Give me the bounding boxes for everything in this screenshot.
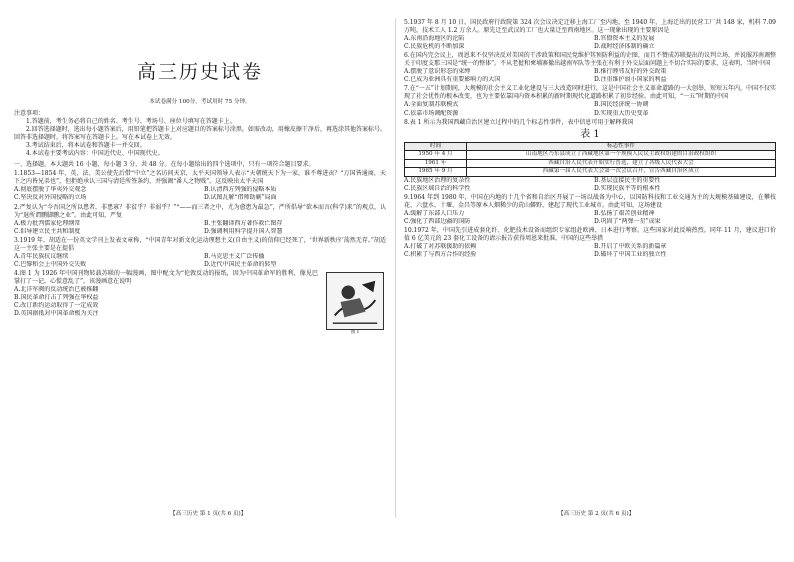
option-d: D.实现重大历史变革 xyxy=(594,109,649,117)
notice-block xyxy=(14,110,386,158)
question-9 xyxy=(404,194,776,226)
option-d: D.试图瓦解“借师助剿”局面 xyxy=(204,194,277,202)
option-d: D.实现民族平等的根本性 xyxy=(594,185,661,193)
question-stem: 4.图 1 为 1926 年中国刊物转载苏联的一幅漫画，图中配文为“伦敦反动的报纸，因为中国革命军的胜利，像见巴掌打了一记，心慌意乱了”。该漫画意在说明 xyxy=(14,269,318,285)
option-a: A.极力批判儒家伦理纲常 xyxy=(14,219,81,227)
option-d: D.破坏了中国工业的独立性 xyxy=(594,251,667,259)
question-stem: 5.1937 年 8 月 10 日，国民政府行政院第 324 次会议决定迁移上海工厂至内地。至 1940 年，上海迁出的民营工厂共 148 家，机料 7.09 万吨，技术工人 1.2 万余人。原先迁至武汉的工厂也大量迁至西南地区。这一现象出现的主要原因是 xyxy=(404,19,776,35)
question-stem: 3.1919 年，胡适在一份英文学刊上发表文章称，“中国青年对新文化运动理想主义(自由主义)的信仰已经死了，‘世界新秩序’荡然无存。”胡适这一主张主要是在提倡 xyxy=(14,236,386,252)
option-d: D.近代中国民主革命的转型 xyxy=(204,260,277,268)
option-b: B.主张翻译西方著作救亡图存 xyxy=(204,219,283,227)
option-c: C.已成为亚洲具有重要影响力的大国 xyxy=(404,76,501,84)
option-b: B.开启了中欧关系的新篇章 xyxy=(594,243,667,251)
option-b: B.推行睦邻友好的外交政策 xyxy=(594,68,667,76)
table-cell: 1961 年 xyxy=(405,159,467,168)
question-2 xyxy=(14,204,386,236)
question-stem: 6.在国内完会议上，周恩来不仅坚决反对美国的干涉政策和国民党维护其预防利益的企图，而且不赞成苏联提出的议判立场，并说服苏南调整关于印度支那三国是“统一的整体”。不从老挝和柬埔寨撤出越南军队等主张在有利于外交层面问题上不切合实际的要求，这表明，当时中国 xyxy=(404,52,776,68)
notice-heading: 注意事项： xyxy=(14,110,45,117)
table-row xyxy=(405,151,776,160)
right-column xyxy=(404,18,776,259)
option-b: B.国民经济统一协调 xyxy=(594,101,649,109)
option-a: A.缓解了东部人口压力 xyxy=(404,210,465,218)
figure-caption: 图 1 xyxy=(350,329,360,335)
option-d: D.英国据抵对中国革命极为关注 xyxy=(14,310,99,318)
notice-item: 4.本试卷主要考试内容：中国近代史、中国现代史。 xyxy=(26,150,164,158)
option-b: B.国民革命打击了列强在华权益 xyxy=(14,294,99,302)
question-stem: 10.1972 年，中国先引进成套化纤、化肥技术设备而组织专家组赴欧洲、日本进行考察。这些国家对此反响热烈。同年 11 月，建议进口价值 6 亿美元的 23 套化工设备的请示报告获得周恩来批准。中国的这些举措 xyxy=(404,227,776,243)
option-c: C.改订新约运动取得了一定成效 xyxy=(14,302,99,310)
option-d: D.强调利用科学提升国人智慧 xyxy=(204,227,283,235)
section-heading: 一、选择题，本大题共 16 小题，每小题 3 分，共 48 分。在每小题给出的四个选项中，只有一项符合题目要求。 xyxy=(14,161,315,169)
table-header-cell: 时间 xyxy=(405,142,467,151)
question-stem: 7.在“一五”计划期间，大规模的社会主义工业化建设与三大改造同时进行，这是中国社会主义革命道路的一大创举，短短五年内，中国不仅实现了社会优性的根本改变，也为主要依靠国内资本积累的新时期现代化道路积累了初步经验。由此可知，“一五”时期的中国 xyxy=(404,85,776,101)
table-row xyxy=(405,159,776,168)
column-divider xyxy=(395,18,396,518)
question-6 xyxy=(404,52,776,84)
option-c: C.依靠市场调配资源 xyxy=(404,109,459,117)
table-cell: 西藏自治人民代表开始实行普选，建立了各级人民代表大会 xyxy=(467,159,776,168)
option-c: C.积累了与西方合作的经验 xyxy=(404,251,477,259)
option-b: B.基层直接民主的重要性 xyxy=(594,176,661,184)
figure-1 xyxy=(324,272,386,340)
option-b: B.认清西方列强的侵略本质 xyxy=(204,186,277,194)
notice-item: 1.答题前，考生务必将自己的姓名、考生号、考场号、座位号填写在答题卡上。 xyxy=(26,118,236,126)
exam-subline: 本试卷满分 100分，考试用时 75 分钟。 xyxy=(149,99,251,105)
option-a: A.东南沿海地区的沦陷 xyxy=(404,35,465,43)
question-7 xyxy=(404,85,776,117)
option-c: C.强化了西部边疆的国防 xyxy=(404,218,471,226)
table-title: 表 1 xyxy=(580,128,600,140)
notice-item: 2.回答选择题时，选出每小题答案后，用铅笔把答题卡上对应题目的答案标号涂黑。如需改动，用橡皮擦干净后，再选涂其他答案标号。回答非选择题时，将答案写在答题卡上。写在本试卷上无效。 xyxy=(14,126,386,142)
table-header-cell: 标志性事件 xyxy=(467,142,776,151)
option-a: A.摆脱了意识形态的束缚 xyxy=(404,68,471,76)
option-d: D.战时经济体制的确立 xyxy=(594,43,655,51)
question-stem: 2.严复认为“今吾国之所以患者，非患寡？非贫乎？非弱乎？”“——而三者之中，尤为愈患为最急”，严所倡导“欲本而言(科学)来”的观点，认为“退所谓鹏脚鹏之业”。由此可知，严复 xyxy=(14,203,386,219)
option-a: A.全面复制苏联模式 xyxy=(404,101,459,109)
question-8 xyxy=(404,119,776,194)
option-a: A.青年民族抗议继续 xyxy=(14,252,69,260)
option-a: A.打破了对苏联援助的依赖 xyxy=(404,243,477,251)
table-cell: 1950 年 4 月 xyxy=(405,151,467,160)
option-b: B.官僚资本主义的发展 xyxy=(594,35,655,43)
cartoon-image xyxy=(326,272,384,330)
page-footer-left: 【高三历史 第 1 页(共 6 页)】 xyxy=(170,511,247,517)
event-table xyxy=(404,142,776,177)
question-5 xyxy=(404,19,776,51)
left-column xyxy=(14,18,386,340)
option-d: D.巩固了“两弹一星”成果 xyxy=(594,218,661,226)
question-stem: 9.1964 年到 1980 年，中国在内地的十几个省和自治区开展了一场以战备为中心，以国防科技和工业交通为主的大规模基础建设，在攀枝花、六盘水、十堰、金昌等原本人烟稀少的荒山僻野，建起了现代工业城市。由此可知，这场建设 xyxy=(404,194,776,210)
table-cell: 1965 年 9 月 xyxy=(405,168,467,177)
question-1 xyxy=(14,170,386,202)
table-cell: 山南地区乃东县成立了西藏地区第一个规模人民民主政权组建的目治政权组织 xyxy=(467,151,776,160)
table-row xyxy=(405,168,776,177)
option-c: C.民族区域自治的科学性 xyxy=(404,185,471,193)
option-b: B.弘扬了艰苦创业精神 xyxy=(594,210,655,218)
option-b: B.马克思主义广泛传播 xyxy=(204,252,265,260)
table-header-row xyxy=(405,142,776,151)
option-a: A.民族地区治理的复杂性 xyxy=(404,176,471,184)
question-4 xyxy=(14,270,386,340)
option-c: C.倡导建立民主共和制度 xyxy=(14,227,81,235)
question-stem: 1.1853—1854 年，英、法、美公使先后借“中立”之名访问天京，太平天国领导人表示“天朝统天下为一家，谁不尊进贡？“万国皆通商，天下之内皆兄弟也”，但拒绝承认三国与清廷所签条约，并强调“番人之物贱”。这反映出太平天国 xyxy=(14,170,386,186)
option-a: A.北洋军阀的反动统治已被推翻 xyxy=(14,285,99,293)
option-d: D.注重维护弱小国家的利益 xyxy=(594,76,667,84)
option-c: C.民族危机的不断加深 xyxy=(404,43,465,51)
question-stem: 8.表 1 所示为我国西藏自治区建立过程中的几个标志性事件，表中信息可用于解释我国 xyxy=(404,118,634,126)
option-c: C.巴黎和会上中国外交失败 xyxy=(14,260,87,268)
question-3 xyxy=(14,237,386,269)
table-cell: 西藏第一届人民代表大会第一次会议召开，宣告西藏自治区成立 xyxy=(467,168,776,177)
question-10 xyxy=(404,227,776,259)
option-c: C.坚决反对外国侵略的立场 xyxy=(14,194,87,202)
page-footer-right: 【高三历史 第 2 页(共 6 页)】 xyxy=(558,511,635,517)
exam-title: 高三历史试卷 xyxy=(136,61,263,83)
notice-item: 3.考试结束后，将本试卷和答题卡一并交回。 xyxy=(26,142,146,150)
option-a: A.彻底摆脱了华夷外交观念 xyxy=(14,186,87,194)
